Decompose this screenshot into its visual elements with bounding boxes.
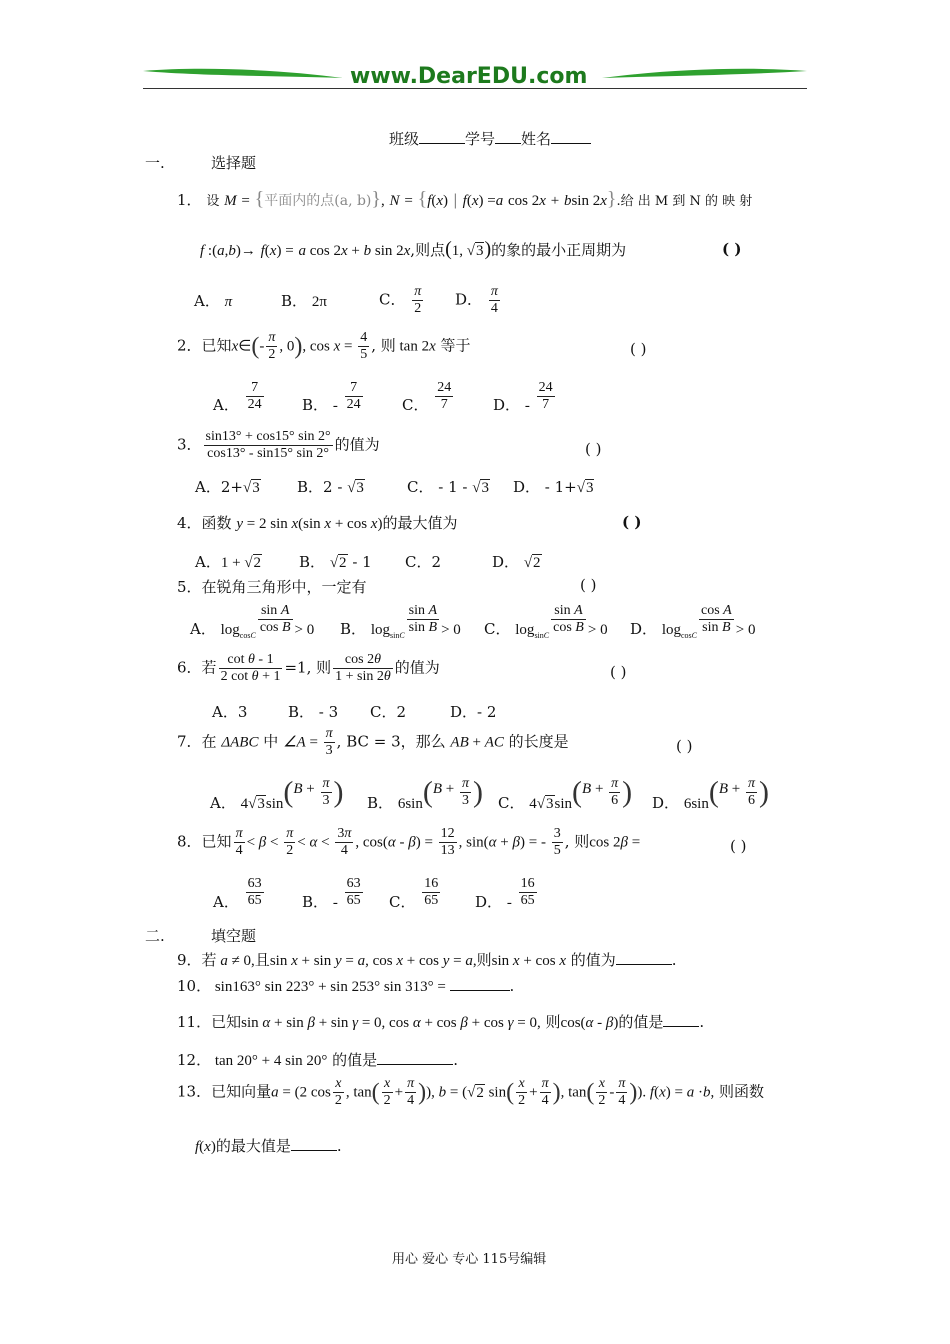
q12-number: 12．	[177, 1051, 212, 1069]
q4-opt-d: D． √2	[492, 553, 541, 571]
q8-text-b: , 则	[564, 832, 590, 851]
section2-heading	[145, 925, 257, 946]
q7-text-d: 的长度是	[508, 732, 569, 751]
q7-opt-b-label: B．	[367, 793, 394, 812]
header-rule	[143, 88, 807, 89]
q11-text-a: 已知	[211, 1013, 242, 1031]
q4-opt-b: B． √2 - 1	[299, 553, 372, 571]
q3-opt-b: B．2 - √3	[297, 478, 364, 496]
footer-text: 用心 爱心 专心 115号编辑	[392, 1252, 547, 1267]
q7-number: 7．	[177, 732, 202, 751]
q3-opt-a: A．2+√3	[195, 478, 260, 496]
q1-opt-a: π	[224, 294, 233, 310]
q3-opt-c: C． - 1 - √3	[407, 478, 489, 496]
q6-opt-a: A．3	[212, 703, 248, 721]
q1-line2: f :(a,b)→ f(x) = a cos 2x + b sin 2x,则点(1, √3)的象的最小正周期为	[200, 238, 627, 260]
section1-number: 一.	[145, 154, 165, 172]
id-label: 学号	[465, 130, 496, 148]
q7-bracket: ( )	[676, 737, 693, 755]
section2-title: 填空题	[211, 927, 257, 945]
q5-stem	[177, 576, 367, 597]
q4-opt-c: C．2	[405, 553, 442, 571]
q2-opt-b-label: B．	[302, 395, 329, 414]
q1-opt-c-label: C．	[379, 290, 406, 309]
q6-opt-d: D．- 2	[450, 703, 497, 721]
q13-text-a: 已知向量	[211, 1082, 272, 1101]
q1-set-m: 平面内的点(a, b)	[264, 193, 372, 209]
q9-text-c: 则	[476, 951, 492, 969]
q3-stem: 3． $\frac{\sin 13^\circ + \cos 15^\circ \sin 2^\circ}{\cos 13^\circ - \sin 15^\circ \sin 2^\circ}$ 的值为	[177, 429, 380, 462]
student-info	[389, 128, 591, 149]
q4-text-b: 的最大值为	[382, 514, 458, 532]
q9-text-b: 且	[254, 951, 270, 969]
q7-text-a: 在	[201, 732, 217, 751]
q2-text-b: , 则	[371, 336, 396, 355]
q11-number: 11．	[177, 1013, 212, 1031]
section1-heading	[145, 152, 257, 173]
q1-line2-tail: ,则点	[410, 241, 446, 259]
q1-bracket: ( )	[722, 240, 742, 258]
q6-opt-c: C．2	[370, 703, 407, 721]
q7-opt-c-label: C．	[498, 793, 525, 812]
q5-bracket: ( )	[580, 576, 597, 594]
q2-bracket: ( )	[630, 340, 647, 358]
q1-number: 1．	[177, 191, 202, 209]
q6-opt-b: B． - 3	[288, 703, 339, 721]
q2-opt-d-label: D．	[493, 395, 521, 414]
q8-opt-c-label: C．	[389, 892, 416, 911]
q8-opt-d-label: D．	[475, 892, 503, 911]
q7-text-c: , BC = 3，那么	[336, 732, 446, 751]
q6-text-a: 若	[201, 658, 217, 677]
q11-stem: 11．已知sin α + sin β + sin γ = 0, cos α + cos β + cos γ = 0, 则cos(α - β)的值是 .	[177, 1013, 705, 1031]
q7-opt-d-label: D．	[652, 793, 680, 812]
section1-title: 选择题	[211, 154, 257, 172]
q1-opt-a-label: A．	[194, 292, 220, 310]
q2-stem: 2．已知x∈(- $\frac{\pi}{2}$ , 0), cos x = $\frac{4}{5}$ , 则 tan 2x 等于	[177, 330, 471, 363]
q6-number: 6．	[177, 658, 202, 677]
q3-opt-d: D． - 1+√3	[513, 478, 594, 496]
q13-text-c: 的最大值是	[215, 1137, 291, 1155]
q9-number: 9．	[177, 951, 202, 969]
q6-text-b: =1, 则	[284, 658, 332, 677]
q8-bracket: ( )	[730, 837, 747, 855]
q9-stem: 9．若 a ≠ 0,且sin x + sin y = a, cos x + cos y = a,则sin x + cos x 的值为 .	[177, 951, 677, 969]
q9-text-a: 若	[201, 951, 217, 969]
q8-number: 8．	[177, 832, 202, 851]
q13-stem: 13．已知向量a = (2 cos $\frac{x}{2}$ , tan( $\frac{x}{2}$ + $\frac{\pi}{4}$ )), b = (√2 sin( $\frac{x}{2}$ + $\frac{\pi}{4}$ ), tan( $\frac{x}{2}$ - $\frac{\pi}{4}$ )). f(x) = a ·b, 则函数	[177, 1076, 765, 1109]
q13-number: 13．	[177, 1082, 212, 1101]
q5-opt-b-label: B．	[340, 619, 367, 638]
q5-opt-a-label: A．	[190, 619, 216, 638]
q2-opt-c-label: C．	[402, 395, 429, 414]
q8-opt-b-label: B．	[302, 892, 329, 911]
logo-text: www.DearEDU.com	[350, 64, 588, 89]
q11-text-c: 的值是	[618, 1013, 664, 1031]
q3-text: 的值为	[334, 435, 380, 454]
q8-text-a: 已知	[201, 832, 232, 851]
q1-opt-d-label: D．	[455, 290, 483, 309]
q5-opt-c-label: C．	[484, 619, 511, 638]
q8-stem: 8．已知 $\frac{\pi}{4}$ < β < $\frac{\pi}{2}$ < α < $\frac{3\pi}{4}$ , cos(α - β) = $\frac{12}{13}$ , sin(α + β) = - $\frac{3}{5}$ , 则cos 2β =	[177, 826, 641, 859]
q13-text-b: 则函数	[719, 1082, 765, 1101]
q12-text: 的值是	[332, 1051, 378, 1069]
q2-number: 2．	[177, 336, 202, 355]
q10-stem: 10． sin163° sin 223° + sin 253° sin 313° = .	[177, 977, 515, 995]
q7-text-b: 中	[263, 732, 279, 751]
q1-tail: .给 出 M 到 N 的 映 射	[616, 194, 753, 209]
q6-stem: 6．若 $\frac{\text{cot θ - 1}}{\text{2 cot θ + 1}}$ =1, 则 $\frac{\cos 2\theta}{1 + \sin 2\theta}$ 的值为	[177, 652, 440, 685]
q13-line2: f(x)的最大值是 .	[195, 1137, 342, 1155]
name-label: 姓名	[521, 130, 552, 148]
q1-line2-end: 的象的最小正周期为	[491, 241, 627, 259]
q9-text-d: 的值为	[570, 951, 616, 969]
q5-number: 5．	[177, 578, 202, 596]
q1-opt-b: 2π	[311, 294, 327, 310]
q8-opt-a-label: A．	[213, 892, 239, 911]
class-label: 班级	[389, 130, 420, 148]
q11-text-b: 则	[545, 1013, 561, 1031]
q1-text: 设	[206, 194, 220, 209]
q4-opt-a: A．1 + √2	[195, 553, 262, 571]
q3-bracket: ( )	[585, 440, 602, 458]
q6-bracket: ( )	[610, 663, 627, 681]
q1-line1: 1． 设 M = {平面内的点(a, b)}, N = {f(x) | f(x) =a cos 2x + bsin 2x}.给 出 M 到 N 的 映 射	[177, 188, 753, 210]
q4-number: 4．	[177, 514, 202, 532]
q2-text-a: 已知	[201, 336, 232, 355]
q2-text-c: 等于	[440, 336, 471, 355]
q5-opt-d-label: D．	[630, 619, 658, 638]
q5-text: 在锐角三角形中，一定有	[201, 578, 367, 596]
q4-text-a: 函数	[201, 514, 232, 532]
q10-number: 10．	[177, 977, 212, 995]
q7-stem: 7．在 ΔABC 中 ∠A = $\frac{\pi}{3}$ , BC = 3，那么 AB + AC 的长度是	[177, 726, 569, 759]
section2-number: 二.	[145, 927, 165, 945]
q7-opt-a-label: A．	[210, 793, 236, 812]
q2-opt-a-label: A．	[213, 395, 239, 414]
q3-number: 3．	[177, 435, 202, 454]
q4-bracket: ( )	[622, 513, 642, 531]
q4-stem: 4．函数 y = 2 sin x(sin x + cos x)的最大值为	[177, 514, 458, 532]
q6-text-c: 的值为	[394, 658, 440, 677]
q12-stem: 12． tan 20° + 4 sin 20° 的值是 .	[177, 1051, 458, 1069]
q1-opt-b-label: B．	[281, 292, 308, 310]
